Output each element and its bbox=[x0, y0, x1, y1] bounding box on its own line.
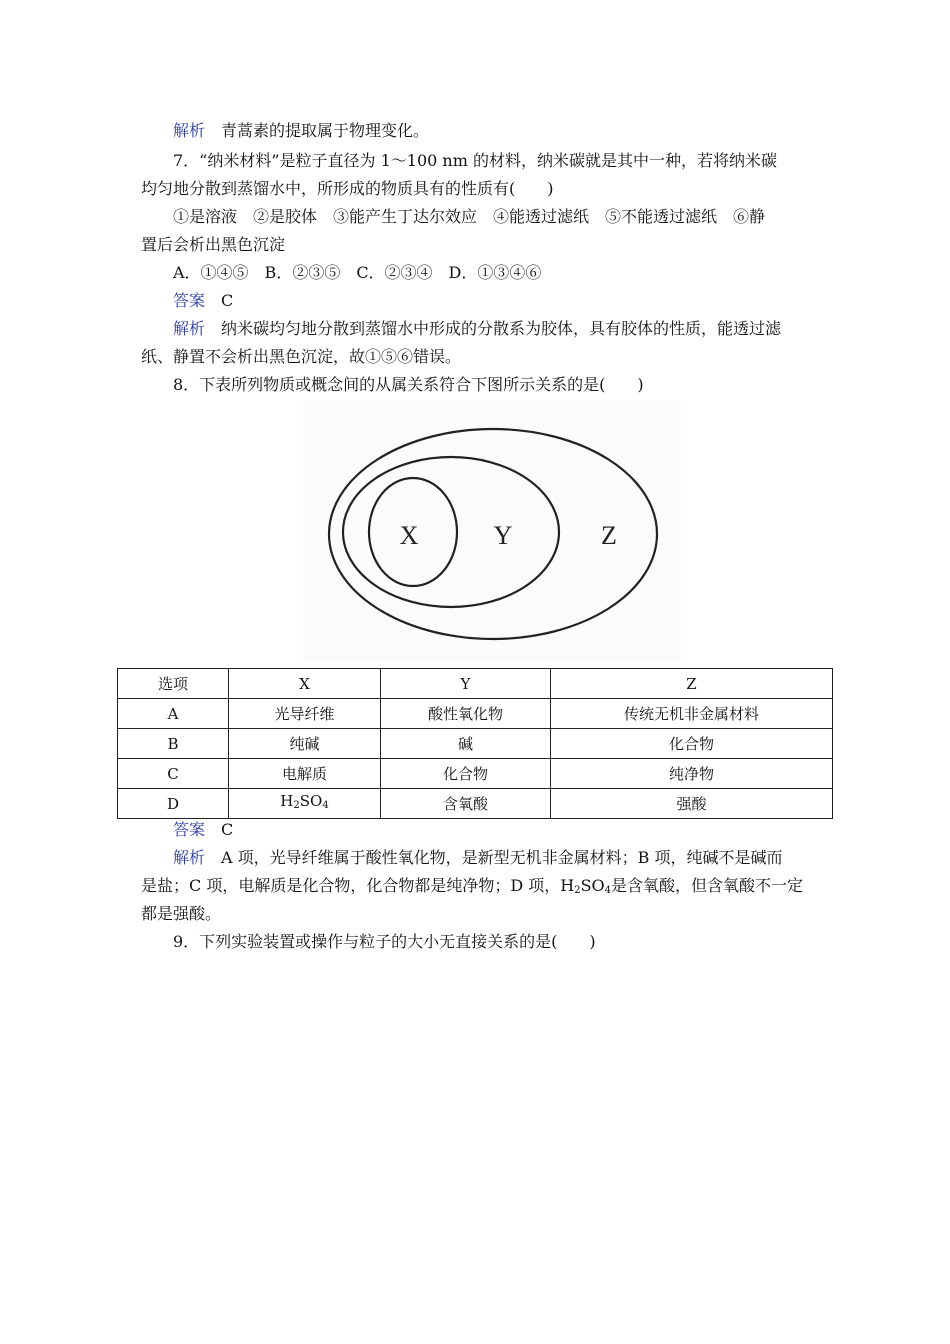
formula-part: SO bbox=[299, 792, 323, 810]
q7-options-line2: 置后会析出黑色沉淀 bbox=[141, 235, 286, 254]
table-row bbox=[118, 729, 833, 759]
q7-stem-line1: 7．“纳米材料”是粒子直径为 1～100 nm 的材料，纳米碳就是其中一种，若将纳米碳 bbox=[173, 151, 777, 170]
option-cell: A bbox=[118, 699, 229, 729]
header-cell: 选项 bbox=[118, 669, 229, 699]
q8-stem: 8．下表所列物质或概念间的从属关系符合下图所示关系的是( ) bbox=[173, 375, 644, 394]
q8-analysis-line3: 都是强酸。 bbox=[141, 904, 222, 923]
table-row bbox=[118, 789, 833, 819]
label-y: Y bbox=[493, 521, 513, 550]
option-cell: B bbox=[118, 729, 229, 759]
formula-part: H bbox=[280, 792, 294, 810]
formula-subscript: 4 bbox=[604, 885, 612, 896]
answer-tag: 答案 bbox=[173, 820, 206, 839]
q8-analysis-text: A 项，光导纤维属于酸性氧化物，是新型无机非金属材料；B 项，纯碱不是碱而 bbox=[221, 848, 783, 867]
z-cell: 化合物 bbox=[551, 729, 833, 759]
analysis-tag: 解析 bbox=[173, 848, 206, 867]
y-cell: 含氧酸 bbox=[381, 789, 551, 819]
table-row bbox=[118, 759, 833, 789]
analysis-tag: 解析 bbox=[173, 319, 206, 338]
middle-ellipse-y bbox=[343, 457, 559, 607]
x-cell: 电解质 bbox=[229, 759, 381, 789]
q6-analysis bbox=[173, 121, 429, 141]
z-cell: 纯净物 bbox=[551, 759, 833, 789]
x-cell-formula bbox=[229, 789, 381, 819]
q8-analysis-part: 是含氧酸，但含氧酸不一定 bbox=[611, 876, 804, 895]
table-header-row bbox=[118, 669, 833, 699]
q7-stem-line2: 均匀地分散到蒸馏水中，所形成的物质具有的性质有( ) bbox=[141, 179, 554, 198]
q8-answer-value: C bbox=[221, 820, 234, 839]
x-cell: 纯碱 bbox=[229, 729, 381, 759]
x-cell: 光导纤维 bbox=[229, 699, 381, 729]
label-z: Z bbox=[601, 521, 617, 550]
header-cell: Y bbox=[381, 669, 551, 699]
q7-options-line1: ①是溶液 ②是胶体 ③能产生丁达尔效应 ④能透过滤纸 ⑤不能透过滤纸 ⑥静 bbox=[173, 207, 766, 226]
y-cell: 酸性氧化物 bbox=[381, 699, 551, 729]
label-x: X bbox=[399, 521, 419, 550]
header-cell: Z bbox=[551, 669, 833, 699]
option-cell: C bbox=[118, 759, 229, 789]
q7-analysis-text: 纳米碳均匀地分散到蒸馏水中形成的分散系为胶体，具有胶体的性质，能透过滤 bbox=[221, 319, 782, 338]
table-row bbox=[118, 699, 833, 729]
y-cell: 化合物 bbox=[381, 759, 551, 789]
formula-subscript: 4 bbox=[322, 800, 329, 811]
options-table bbox=[117, 668, 833, 819]
header-cell: X bbox=[229, 669, 381, 699]
q7-analysis-line2: 纸、静置不会析出黑色沉淀，故①⑤⑥错误。 bbox=[141, 347, 462, 366]
formula-subscript: 2 bbox=[293, 800, 300, 811]
formula-subscript: 2 bbox=[574, 885, 581, 896]
z-cell: 传统无机非金属材料 bbox=[551, 699, 833, 729]
option-cell: D bbox=[118, 789, 229, 819]
q9-stem: 9．下列实验装置或操作与粒子的大小无直接关系的是( ) bbox=[173, 932, 596, 951]
q7-analysis-line1 bbox=[173, 319, 781, 339]
q8-analysis-part: SO bbox=[580, 876, 605, 895]
q8-answer bbox=[173, 820, 233, 840]
q8-analysis-line2 bbox=[141, 876, 803, 901]
q8-analysis-line1 bbox=[173, 848, 783, 868]
analysis-tag: 解析 bbox=[173, 121, 206, 140]
z-cell: 强酸 bbox=[551, 789, 833, 819]
q7-choices: A．①④⑤ B．②③⑤ C．②③④ D．①③④⑥ bbox=[173, 263, 542, 282]
answer-tag: 答案 bbox=[173, 291, 206, 310]
nested-set-diagram bbox=[303, 400, 681, 662]
y-cell: 碱 bbox=[381, 729, 551, 759]
q6-analysis-text: 青蒿素的提取属于物理变化。 bbox=[221, 121, 430, 140]
q8-analysis-part: 是盐；C 项，电解质是化合物，化合物都是纯净物；D 项，H bbox=[141, 876, 575, 895]
q7-answer bbox=[173, 291, 233, 311]
q7-answer-value: C bbox=[221, 291, 234, 310]
